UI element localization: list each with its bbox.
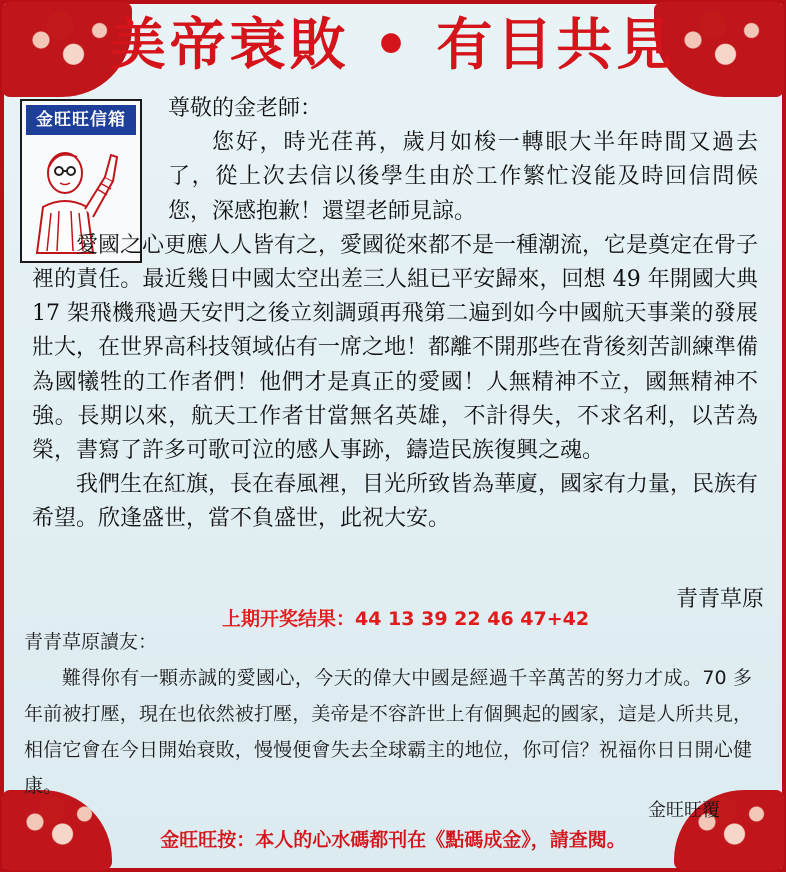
page-title: 美帝衰敗 • 有目共見 <box>109 13 677 78</box>
letter-greeting: 尊敬的金老師： <box>168 96 323 121</box>
reply-paragraph: 難得你有一顆赤誠的愛國心，今天的偉大中國是經過千辛萬苦的努力才成。70 多年前被打壓，現在也依然被打壓，美帝是不容許世上有個興起的國家，這是人所共見，相信它會在今日開始衰敗，慢慢便會失去全球霸主的地位，你可信？祝福你日日開心健康。 <box>24 667 752 797</box>
letter-paragraph: 我們生在紅旗，長在春風裡，目光所致皆為華廈，國家有力量，民族有希望。欣逢盛世，當不負盛世，此祝大安。 <box>32 472 759 532</box>
reply-signature: 金旺旺覆 <box>648 800 720 821</box>
letter-paragraph: 愛國之心更應人人皆有之，愛國從來都不是一種潮流，它是奠定在骨子裡的責任。最近幾日中國太空出差三人組已平安歸來，回想 49 年開國大典 17 架飛機飛過天安門之後立刻調頭再飛第二遍到如今中國航天事業的發展壯大，在世界高科技領域佔有一席之地！都離不開那些在背後刻苦訓練準備為國犧牲的工作者們！他們才是真正的愛國！人無精神不立，國無精神不強。長期以來，航天工作者甘當無名英雄，不計得失，不求名利，以苦為榮，書寫了許多可歌可泣的感人事跡，鑄造民族復興之魂。 <box>32 232 759 464</box>
reply-salutation: 青青草原讀友： <box>24 631 158 653</box>
editor-reply <box>24 624 752 804</box>
reader-letter <box>32 92 758 537</box>
footer-note: 金旺旺按：本人的心水碼都刊在《點碼成金》，請查閱。 <box>160 829 626 851</box>
letter-paragraph: 您好，時光荏苒，歲月如梭一轉眼大半年時間又過去了，從上次去信以後學生由於工作繁忙沒能及時回信問候您，深感抱歉！還望老師見諒。 <box>168 130 758 224</box>
lottery-result: 上期开奖结果：44 13 39 22 46 47+42 <box>222 608 590 630</box>
letter-signature: 青青草原 <box>675 587 764 612</box>
column-badge-label: 金旺旺信箱 <box>26 105 136 135</box>
